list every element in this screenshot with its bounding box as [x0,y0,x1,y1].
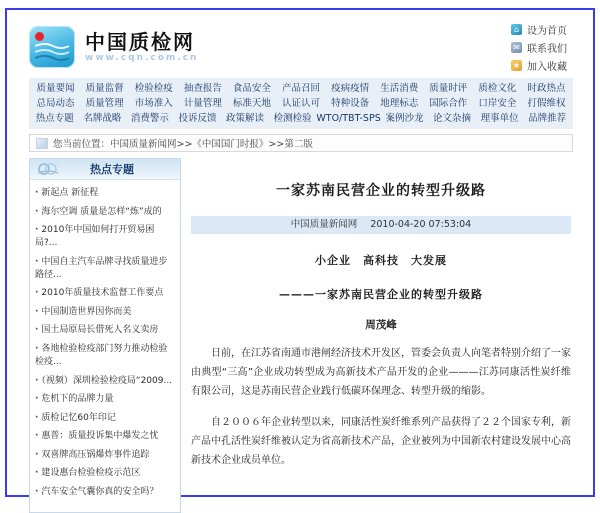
nav-item[interactable]: 理事单位 [480,113,519,124]
nav-item[interactable]: 口岸安全 [478,98,517,109]
top-utility-links [511,22,573,73]
nav-item[interactable]: 政策解读 [226,113,265,124]
nav-item[interactable]: 产品召回 [282,83,321,94]
contact-us-label: 联系我们 [527,43,567,55]
hot-topic-item[interactable]: · 质检记忆60年印记 [35,412,175,425]
breadcrumb-text: 您当前位置：中国质量新闻网>>《中国国门时报》>>第二版 [53,139,313,150]
set-homepage-icon: ⌂ [511,24,522,35]
hot-topics-sidebar [29,158,181,513]
hot-topic-item[interactable]: · 双喜牌高压锅爆炸事件追踪 [35,449,175,462]
article-source-bar [191,216,571,234]
nav-item[interactable]: 论文杂摘 [433,113,472,124]
sidebar-header [30,159,180,180]
nav-item[interactable]: 疫病疫情 [331,83,370,94]
logo-text [85,31,198,63]
contact-us-link[interactable] [511,40,567,55]
article-subtitle-1: 小企业 高科技 大发展 [315,254,447,267]
logo-icon [29,26,75,68]
content-area [29,158,573,513]
article-paragraph-1: 日前，在江苏省南通市港闸经济技术开发区，管委会负责人向笔者特别介绍了一家由典型“三高”企业成功转型成为高新技术产品开发的企业———江苏同康活性炭纤维有限公司，这是苏南民营企业践行低碳环保理念、转型升级的缩影。 [191,348,571,397]
article-datetime: 2010-04-20 07:53:04 [370,219,472,230]
contact-us-icon: ✉ [511,42,522,53]
nav-item[interactable]: 特种设备 [331,98,370,109]
add-favorites-label: 加入收藏 [527,61,567,73]
nav-item[interactable]: 检验检疫 [134,83,173,94]
breadcrumb-icon [36,138,48,149]
article-title: 一家苏南民营企业的转型升级路 [276,183,486,199]
add-favorites-link[interactable] [511,58,567,73]
nav-item[interactable]: 地理标志 [380,98,419,109]
nav-row-2 [31,96,571,111]
article-subtitle-2: ———一家苏南民营企业的转型升级路 [279,288,483,301]
nav-item[interactable]: 质量监督 [85,83,124,94]
nav-item[interactable]: 打假维权 [527,98,566,109]
nav-item[interactable]: 生活消费 [380,83,419,94]
hot-topics-list [30,180,180,512]
nav-row-1 [31,81,571,96]
nav-item[interactable]: 名牌战略 [83,113,122,124]
nav-item[interactable]: 案例沙龙 [385,113,424,124]
nav-item[interactable]: 热点专题 [35,113,74,124]
site-domain: www.cqn.com.cn [85,53,199,63]
hot-topic-item[interactable]: · 危机下的品牌力量 [35,393,175,406]
nav-item[interactable]: 投诉反馈 [178,113,217,124]
nav-item[interactable]: 质检文化 [478,83,517,94]
hot-topics-icon [38,163,58,175]
set-homepage-link[interactable] [511,22,567,37]
hot-topic-item[interactable]: · 2010年中国如何打开贸易困局?... [35,224,175,250]
nav-item[interactable]: 计量管理 [183,98,222,109]
nav-item[interactable]: 认证认可 [282,98,321,109]
site-logo[interactable] [29,26,198,68]
nav-item[interactable]: 检测检验 [273,113,312,124]
site-title: 中国质检网 [85,30,195,54]
nav-item[interactable]: 市场准入 [134,98,173,109]
nav-item[interactable]: 标准天地 [232,98,271,109]
hot-topic-item[interactable]: · 各地检验检疫部门努力推动检验检疫... [35,343,175,369]
hot-topic-item[interactable]: · 中国自主汽车品牌寻找质量进步路径... [35,256,175,282]
nav-row-3 [31,111,571,126]
nav-item[interactable]: 质量管理 [85,98,124,109]
hot-topic-item[interactable]: · 汽车安全气囊你真的安全吗？ [35,486,175,499]
hot-topic-item[interactable]: · 惠普：质量投诉集中爆发之忧 [35,430,175,443]
nav-item[interactable]: 抽查报告 [183,83,222,94]
hot-topic-item[interactable]: · 海尔空调 质量是怎样“炼”成的 [35,206,175,219]
article-source: 中国质量新闻网 [290,219,358,230]
breadcrumb[interactable] [29,134,573,152]
logo-wave-icon [33,40,71,64]
hot-topic-item[interactable]: · 中国制造世界因你而美 [35,306,175,319]
nav-item[interactable]: 总局动态 [36,98,75,109]
add-favorites-icon: ★ [512,60,521,70]
site-header [29,18,573,76]
nav-item[interactable]: 品牌推荐 [528,113,567,124]
page-frame [5,8,595,497]
sidebar-title: 热点专题 [90,163,134,176]
article [189,158,573,470]
hot-topic-item[interactable]: · 新起点 新征程 [35,187,175,200]
article-author: 周茂峰 [365,319,397,331]
nav-item[interactable]: 国际合作 [429,98,468,109]
hot-topic-item[interactable]: · 国土局原局长借死人名义卖房 [35,324,175,337]
nav-item[interactable]: 质量要闻 [36,83,75,94]
hot-topic-item[interactable]: · 2010年质量技术监督工作要点 [35,287,175,300]
nav-item[interactable]: 质量时评 [429,83,468,94]
nav-item[interactable]: 食品安全 [232,83,271,94]
nav-item[interactable]: 消费警示 [130,113,169,124]
nav-item[interactable]: 时政热点 [527,83,566,94]
set-homepage-label: 设为首页 [527,25,567,37]
hot-topic-item[interactable]: · （视频）深圳检验检疫局“2009... [35,375,175,388]
article-paragraph-2: 自２００６年企业转型以来，同康活性炭纤维系列产品获得了２２个国家专利，新产品中孔活性炭纤维被认定为省高新技术产品，企业被列为中国新农村建设发展中心高新技术企业成员单位。 [191,417,571,466]
nav-item[interactable]: WTO/TBT-SPS [316,113,381,124]
main-nav [29,78,573,129]
hot-topic-item[interactable]: · 建设惠台检验检疫示范区 [35,467,175,480]
